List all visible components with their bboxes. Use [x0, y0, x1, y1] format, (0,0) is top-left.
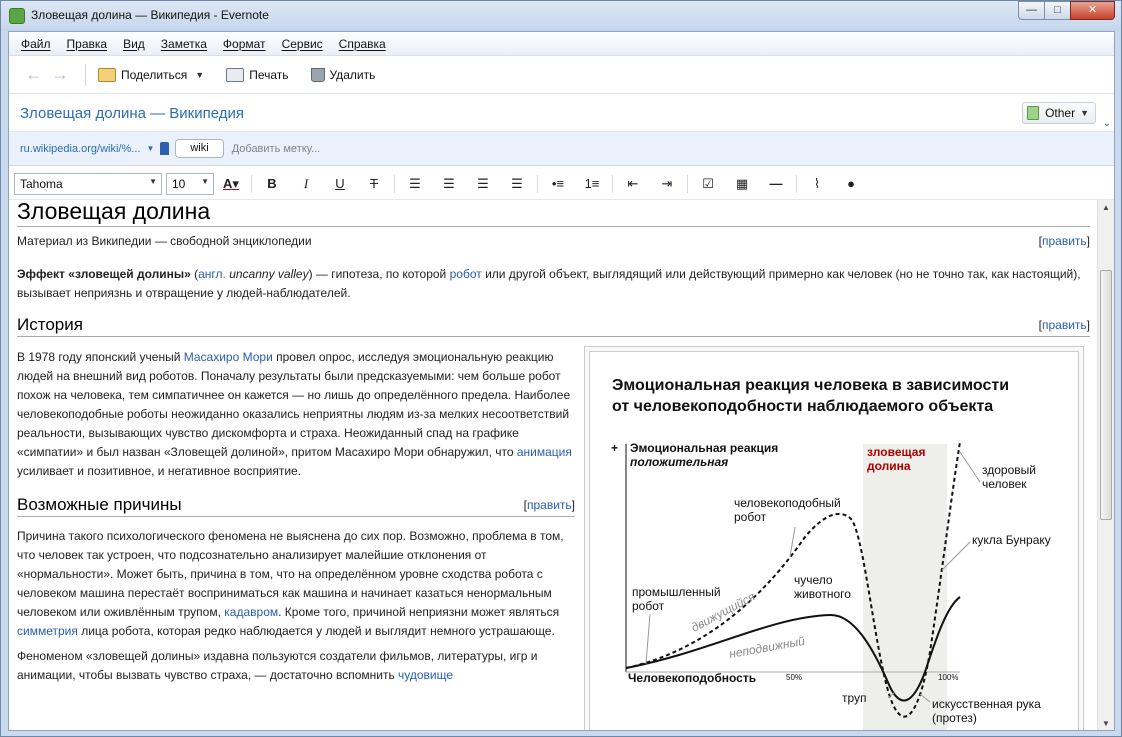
- chart-title-line1: Эмоциональная реакция человека в зависимости: [612, 377, 1010, 394]
- note-meta-row: [9, 132, 1114, 166]
- delete-label: Удалить: [329, 67, 376, 82]
- bold-button[interactable]: B: [267, 176, 277, 191]
- chart-title-line2: от человекоподобности наблюдаемого объекта: [612, 398, 994, 415]
- causes-heading-text: Возможные причины: [17, 495, 182, 514]
- share-button[interactable]: [98, 68, 204, 82]
- indent-icon[interactable]: ⇥: [661, 175, 673, 191]
- lead-term-bold: Эффект «зловещей долины»: [17, 267, 191, 281]
- lang-link[interactable]: англ.: [198, 267, 226, 281]
- cadaver-link[interactable]: кадавром: [224, 605, 279, 619]
- microphone-icon[interactable]: ●: [847, 176, 855, 191]
- lead-text-2: или другой объект, выглядящий или действующий примерно как человек (но не точно так, как настоящий), вызывает неприязнь и отвращение у людей-наблюдателей.: [17, 267, 1081, 300]
- outdent-icon[interactable]: ⇤: [627, 175, 639, 191]
- evernote-icon: [9, 8, 25, 24]
- tagline-row: [17, 234, 1090, 248]
- edit-link[interactable]: править: [1041, 318, 1087, 332]
- tagline: Материал из Википедии — свободной энциклопедии: [17, 234, 312, 248]
- edit-link[interactable]: править: [1041, 234, 1087, 248]
- leader-line: [960, 452, 980, 482]
- menu-edit[interactable]: Правка: [66, 36, 108, 51]
- format-separator: [687, 175, 688, 193]
- font-size-select[interactable]: [166, 173, 214, 195]
- annotation-stuffed-animal-1: чучело: [794, 573, 833, 587]
- menu-help[interactable]: Справка: [338, 36, 386, 51]
- toolbar-separator: [85, 64, 86, 86]
- moving-series-label: движущийся: [688, 589, 758, 635]
- source-url-link[interactable]: ru.wikipedia.org/wiki/%...: [20, 142, 141, 155]
- film-paragraph: [17, 647, 575, 685]
- lead-text-1: — гипотеза, по которой: [312, 267, 450, 281]
- italic-button[interactable]: I: [303, 175, 309, 191]
- causes-text-2: . Кроме того, причиной неприязни может являться: [278, 605, 560, 619]
- horizontal-rule-icon[interactable]: —: [769, 176, 783, 191]
- symmetry-link[interactable]: симметрия: [17, 624, 78, 638]
- film-text-1: Феноменом «зловещей долины» издавна пользуются создатели фильмов, литературы, игр и анимации, чтобы вызвать чувство страха, — достаточно вспомнить: [17, 649, 538, 682]
- causes-paragraph: [17, 527, 575, 641]
- text-color-button[interactable]: A▾: [223, 175, 239, 191]
- menu-bar: [9, 32, 1114, 56]
- attachment-icon[interactable]: ⌇: [813, 175, 821, 191]
- format-separator: [796, 175, 797, 193]
- menu-view[interactable]: Вид: [123, 36, 145, 51]
- align-right-icon[interactable]: ☰: [477, 175, 489, 191]
- leader-line: [646, 614, 650, 664]
- chevron-down-icon: ▼: [149, 176, 157, 186]
- align-center-icon[interactable]: ☰: [443, 175, 455, 191]
- chevron-down-icon: ▼: [1080, 108, 1089, 118]
- forward-arrow-icon[interactable]: →: [51, 64, 69, 84]
- y-axis-plus: +: [611, 441, 619, 455]
- printer-icon: [226, 68, 244, 82]
- format-separator: [537, 175, 538, 193]
- annotation-healthy-person-1: здоровый: [982, 463, 1036, 477]
- annotation-industrial-robot-2: робот: [632, 599, 665, 613]
- edit-link[interactable]: править: [526, 498, 572, 512]
- leader-line: [790, 527, 795, 557]
- strikethrough-button[interactable]: T: [370, 176, 378, 191]
- x-tick-100: 100%: [938, 673, 959, 682]
- envelope-icon: [98, 68, 116, 82]
- vertical-scrollbar[interactable]: [1097, 200, 1114, 731]
- tag-icon: [160, 142, 169, 155]
- align-left-icon[interactable]: ☰: [409, 175, 421, 191]
- causes-heading: [17, 495, 575, 517]
- still-series-label: неподвижный: [728, 633, 806, 661]
- note-title-row: [9, 94, 1114, 132]
- notebook-icon: [1027, 106, 1039, 120]
- maximize-button[interactable]: □: [1044, 1, 1071, 20]
- align-justify-icon[interactable]: ☰: [511, 175, 523, 191]
- y-axis-label: Эмоциональная реакция: [630, 441, 779, 455]
- checkbox-icon[interactable]: ☑: [702, 175, 714, 191]
- chevron-down-icon: ▼: [201, 176, 209, 186]
- mori-link[interactable]: Масахиро Мори: [183, 350, 273, 364]
- chevron-down-icon[interactable]: ▼: [195, 69, 205, 80]
- chevron-down-icon[interactable]: ▼: [146, 144, 155, 153]
- history-text-3: усиливает и позитивное, и негативное восприятие.: [17, 464, 302, 478]
- tag-chip[interactable]: wiki: [175, 139, 223, 158]
- y-axis-sublabel: положительная: [630, 455, 729, 469]
- annotation-prosthetic-2: (протез): [932, 711, 977, 725]
- valley-label-line1: зловещая: [867, 445, 926, 459]
- annotation-healthy-person-2: человек: [982, 477, 1027, 491]
- uncanny-valley-figure: [584, 346, 1084, 731]
- trash-icon: [311, 68, 325, 82]
- annotation-humanoid-robot-1: человекоподобный: [734, 496, 841, 510]
- history-paragraph: [17, 348, 575, 481]
- notebook-name: Other: [1045, 106, 1076, 120]
- monster-link[interactable]: чудовище: [398, 668, 454, 682]
- numbered-list-icon[interactable]: 1≡: [584, 176, 600, 191]
- x-tick-50: 50%: [786, 673, 803, 682]
- robot-link[interactable]: робот: [449, 267, 482, 281]
- table-icon[interactable]: ▦: [735, 175, 749, 191]
- scroll-up-arrow-icon[interactable]: ▲: [1102, 203, 1110, 212]
- edit-link-lead: [править]: [1038, 234, 1090, 248]
- print-label: Печать: [249, 67, 289, 82]
- back-arrow-icon[interactable]: ←: [25, 64, 43, 84]
- format-separator: [394, 175, 395, 193]
- format-toolbar: [9, 168, 1114, 200]
- history-text-2: провел опрос, исследуя эмоциональную реакцию людей на внешний вид роботов. Поначалу результаты были предсказуемыми: чем больше робот похож на человека, тем симпатичнее он кажется — но лишь до определённого предела. Наиболее человекоподобные роботы неожиданно оказались неприятны людям из-за мелких несоответствий реальности, вызывающих чувство дискомфорта и страха. Неожиданный спад на графике «симпатии» и был назван «Зловещей долиной», притом Масахиро Мори обнаружил, что: [17, 350, 571, 459]
- title-bar[interactable]: [1, 1, 1121, 31]
- share-label: Поделиться: [121, 67, 188, 82]
- minimize-button[interactable]: —: [1018, 1, 1045, 20]
- annotation-prosthetic-1: искусственная рука: [932, 697, 1041, 711]
- english-term: uncanny valley: [229, 267, 309, 281]
- history-heading-text: История: [17, 315, 83, 334]
- history-heading: [17, 315, 1090, 337]
- window-title: Зловещая долина — Википедия - Evernote: [31, 8, 269, 22]
- add-tag-input[interactable]: Добавить метку...: [231, 142, 321, 155]
- client-area: [8, 31, 1115, 731]
- format-separator: [612, 175, 613, 193]
- annotation-stuffed-animal-2: животного: [794, 587, 851, 601]
- menu-note[interactable]: Заметка: [160, 36, 207, 51]
- notebook-selector[interactable]: [1022, 102, 1096, 124]
- font-family-select[interactable]: [14, 173, 162, 195]
- x-axis-label: Человекоподобность: [628, 671, 757, 685]
- animation-link[interactable]: анимация: [516, 445, 572, 459]
- expand-chevron-icon[interactable]: ⌄: [1102, 118, 1111, 129]
- valley-band: [863, 444, 947, 731]
- menu-file[interactable]: Файл: [21, 36, 51, 51]
- note-title[interactable]: Зловещая долина — Википедия: [20, 105, 245, 122]
- main-toolbar: [9, 56, 1114, 94]
- font-family-value: Tahoma: [20, 176, 63, 191]
- font-size-value: 10: [172, 176, 186, 191]
- annotation-bunraku: кукла Бунраку: [972, 533, 1051, 547]
- article-title: Зловещая долина: [17, 200, 1090, 227]
- underline-button[interactable]: U: [335, 176, 345, 191]
- edit-link-causes: [править]: [523, 498, 575, 512]
- scroll-down-arrow-icon[interactable]: ▼: [1102, 719, 1110, 728]
- annotation-corpse: труп: [842, 691, 867, 705]
- delete-button[interactable]: [311, 68, 376, 82]
- close-button[interactable]: ✕: [1070, 1, 1115, 20]
- note-content[interactable]: [9, 200, 1099, 731]
- edit-link-history: [править]: [1038, 318, 1090, 332]
- print-button[interactable]: [226, 68, 288, 82]
- annotation-industrial-robot-1: промышленный: [632, 585, 721, 599]
- causes-text-3: лица робота, которая редко наблюдается у людей и выглядит немного устрашающе.: [77, 624, 555, 638]
- history-text-1: В 1978 году японский ученый: [17, 350, 184, 364]
- valley-label-line2: долина: [867, 459, 911, 473]
- annotation-humanoid-robot-2: робот: [734, 510, 767, 524]
- causes-text-1: Причина такого психологического феномена не выяснена до сих пор. Возможно, проблема в том, что человек так устроен, что подсознательно анализирует малейшие отклонения от «нормальности». Может быть, причина в том, что на определённом уровне сходства робота с человеком машина перестаёт восприниматься как машина и начинает казаться ненормальным человеком или оживлённым трупом,: [17, 529, 564, 619]
- menu-tools[interactable]: Сервис: [281, 36, 323, 51]
- left-column: [17, 348, 575, 685]
- menu-format[interactable]: Формат: [222, 36, 266, 51]
- figure-inner: [589, 351, 1079, 731]
- bulleted-list-icon[interactable]: •≡: [551, 176, 565, 191]
- uncanny-valley-chart: [590, 352, 1079, 731]
- format-separator: [251, 175, 252, 193]
- lead-paragraph: Эффект «зловещей долины» (англ. uncanny valley) — гипотеза, по которой робот или другой объект, выглядящий или действующий примерно как человек (но не точно так, как настоящий), вызывает неприязнь и отвращение у людей-наблюдателей.: [17, 267, 1081, 300]
- scroll-thumb[interactable]: [1100, 270, 1112, 520]
